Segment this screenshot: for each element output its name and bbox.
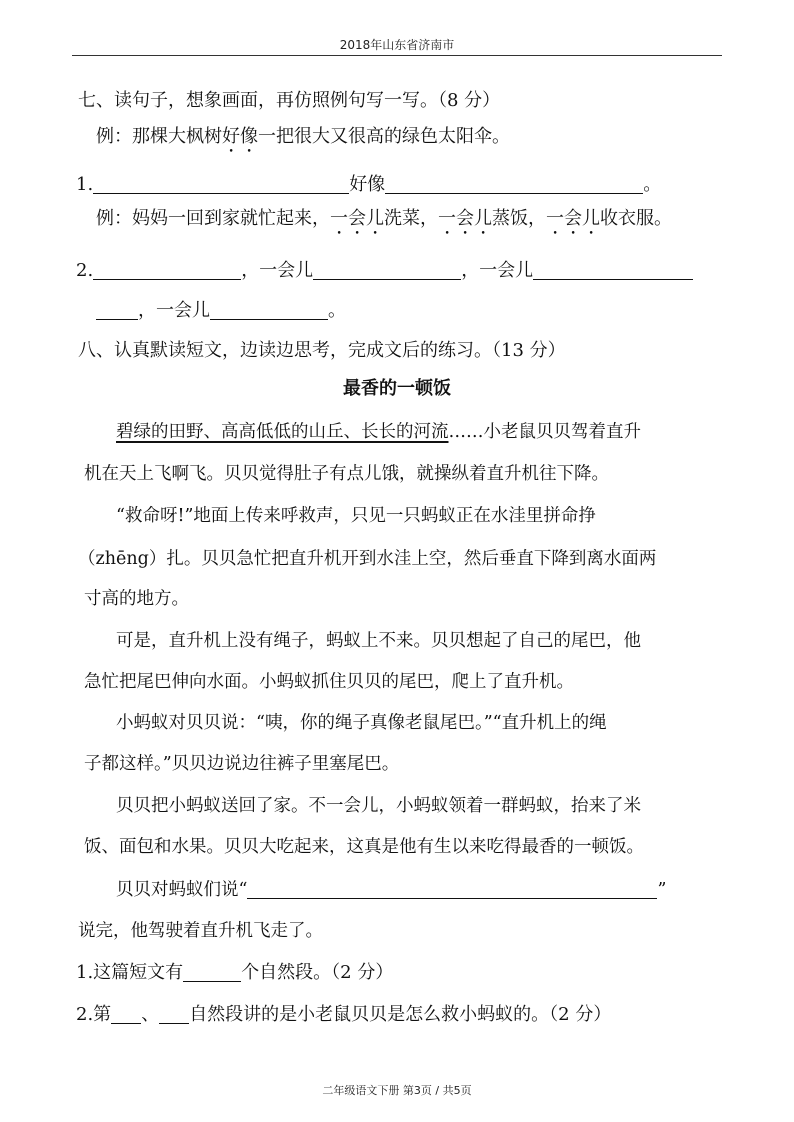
example2-b: 洗菜， [384,208,438,229]
q1-pre: 1.这篇短文有 [76,962,184,983]
item2-end: 。 [328,300,346,321]
p1-line1 [116,418,641,443]
p6-pre: 贝贝对蚂蚁们说“ [116,880,248,900]
p6-line1 [116,876,666,901]
q2-sep: 、 [141,1004,160,1025]
item2-blank-5[interactable] [210,300,328,320]
item2-blank-1[interactable] [93,260,241,280]
item2-line2 [96,296,346,322]
p5-line1: 贝贝把小蚂蚁送回了家。不一会儿，小蚂蚁领着一群蚂蚁，抬来了米 [116,796,641,816]
item1-line [76,170,661,196]
example2-dot1: 一会儿 [330,208,384,229]
example2-d: 收衣服。 [600,208,672,229]
p2-line3: 寸高的地方。 [84,589,189,609]
example2-sentence [96,204,672,239]
example2-c: 蒸饭， [492,208,546,229]
section8-heading: 八、认真默读短文，边读边思考，完成文后的练习。（13 分） [78,340,566,361]
q2-blank-2[interactable] [159,1004,189,1024]
p1-rest: ……小老鼠贝贝驾着直升 [448,422,641,442]
example2-dot2: 一会儿 [438,208,492,229]
page-footer: 二年级语文下册 第3页 / 共5页 [322,1084,472,1097]
item2-sep3: ，一会儿 [138,300,210,321]
p6-close: ” [657,880,667,900]
example1-post: 一把很大又很高的绿色太阳伞。 [258,126,510,147]
item1-mid: 好像 [349,174,386,195]
p1-line2: 机在天上飞啊飞。贝贝觉得肚子有点儿饿，就操纵着直升机往下降。 [84,464,609,484]
p1-underlined: 碧绿的田野、高高低低的山丘、长长的河流 [116,422,449,442]
q2-pre: 2.第 [76,1004,112,1025]
p4-line2: 子都这样。”贝贝边说边往裤子里塞尾巴。 [84,754,400,774]
item1-num: 1. [76,174,94,195]
example2-a: 例：妈妈一回到家就忙起来， [96,208,330,229]
p2-line1: “救命呀!”地面上传来呼救声，只见一只蚂蚁正在水洼里拼命挣 [116,506,596,526]
item2-blank-4[interactable] [96,300,138,320]
question1 [76,958,393,984]
example1-sentence [96,122,510,157]
p5-line2: 饭、面包和水果。贝贝大吃起来，这真是他有生以来吃得最香的一顿饭。 [84,837,644,857]
item1-end: 。 [643,174,662,195]
item1-blank-1[interactable] [93,174,349,194]
p3-line2: 急忙把尾巴伸向水面。小蚂蚁抓住贝贝的尾巴，爬上了直升机。 [84,672,574,692]
example1-pre: 例：那棵大枫树 [96,126,222,147]
q1-blank[interactable] [183,962,241,982]
header-divider [72,55,722,56]
p6-answer-blank[interactable] [247,880,657,899]
item2-num: 2. [76,260,94,281]
item2-blank-3[interactable] [533,260,693,280]
example1-dotted: 好像 [222,126,258,147]
passage-title: 最香的一顿饭 [343,378,451,399]
item2-blank-2[interactable] [313,260,461,280]
q2-post: 自然段讲的是小老鼠贝贝是怎么救小蚂蚁的。（2 分） [189,1004,612,1025]
example2-dot3: 一会儿 [546,208,600,229]
p4-line1: 小蚂蚁对贝贝说：“咦，你的绳子真像老鼠尾巴。”“直升机上的绳 [116,713,607,733]
page-header: 2018年山东省济南市 [339,38,455,52]
p3-line1: 可是，直升机上没有绳子，蚂蚁上不来。贝贝想起了自己的尾巴，他 [116,631,641,651]
q2-blank-1[interactable] [111,1004,141,1024]
p6-line2: 说完，他驾驶着直升机飞走了。 [78,921,323,941]
question2 [76,1000,611,1026]
item2-sep2: ，一会儿 [461,260,534,281]
p2-line2: （zhēng）扎。贝贝急忙把直升机开到水洼上空，然后垂直下降到离水面两 [78,549,657,569]
q1-post: 个自然段。（2 分） [241,962,394,983]
item1-blank-2[interactable] [385,174,643,194]
section7-heading: 七、读句子，想象画面，再仿照例句写一写。（8 分） [78,90,501,111]
item2-sep1: ，一会儿 [241,260,314,281]
item2-line1 [76,256,693,282]
